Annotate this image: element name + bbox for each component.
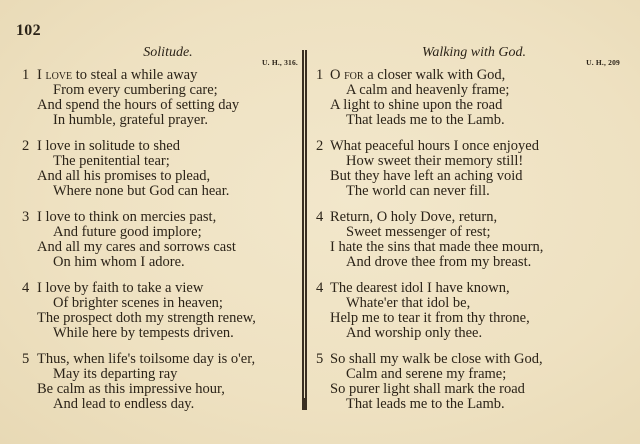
verse-line: I love to think on mercies past, bbox=[37, 208, 217, 225]
verse bbox=[316, 281, 622, 341]
hymn-reference: U. H., 316. bbox=[262, 58, 298, 67]
verse bbox=[22, 281, 294, 341]
verse-line: Calm and serene my frame; bbox=[346, 365, 507, 382]
verse-line: How sweet their memory still! bbox=[346, 152, 524, 169]
verse-line: Of brighter scenes in heaven; bbox=[53, 294, 223, 311]
verse-number: 5 bbox=[22, 350, 30, 367]
verse-number: 1 bbox=[22, 67, 30, 83]
verse-number: 2 bbox=[316, 137, 324, 154]
verse-list bbox=[22, 68, 294, 412]
verse bbox=[22, 139, 294, 199]
hymn-title: Solitude. bbox=[143, 45, 193, 60]
verse-line: What peaceful hours I once enjoyed bbox=[330, 137, 539, 154]
verse-line: I hate the sins that made thee mourn, bbox=[330, 238, 544, 255]
verse-line: May its departing ray bbox=[53, 365, 178, 382]
verse-line: The penitential tear; bbox=[53, 152, 170, 169]
verse-line: A light to shine upon the road bbox=[330, 97, 503, 114]
verse-line: And lead to endless day. bbox=[53, 395, 195, 412]
verse-number: 4 bbox=[22, 279, 30, 296]
verse-number: 3 bbox=[22, 208, 30, 225]
verse-line: Help me to tear it from thy throne, bbox=[330, 309, 530, 326]
verse-line: And drove thee from my breast. bbox=[346, 254, 532, 271]
verse-line: From every cumbering care; bbox=[53, 82, 218, 99]
line-text: to steal a while away bbox=[75, 67, 198, 83]
verse-line: I love in solitude to shed bbox=[37, 137, 180, 154]
small-caps-word: for bbox=[344, 67, 364, 83]
verse bbox=[316, 352, 622, 412]
verse-line: And all his promises to plead, bbox=[37, 168, 211, 185]
verse bbox=[22, 210, 294, 270]
verse-line: The world can never fill. bbox=[346, 183, 490, 200]
verse-line: I love by faith to take a view bbox=[37, 279, 204, 296]
column-divider-foot bbox=[302, 398, 307, 410]
hymn-solitude bbox=[22, 44, 298, 422]
verse bbox=[22, 68, 294, 128]
verse-line: While here by tempests driven. bbox=[53, 324, 234, 341]
hymn-reference: U. H., 209 bbox=[586, 58, 620, 67]
small-caps-word: love bbox=[45, 67, 73, 83]
verse-number: 4 bbox=[316, 279, 324, 296]
verse-line: Whate'er that idol be, bbox=[346, 294, 471, 311]
verse-line: Thus, when life's toilsome day is o'er, bbox=[37, 350, 256, 367]
verse-line bbox=[316, 68, 622, 83]
verse-line: Sweet messenger of rest; bbox=[346, 223, 491, 240]
verse-line: Be calm as this impressive hour, bbox=[37, 380, 225, 397]
verse-number: 5 bbox=[316, 350, 324, 367]
verse bbox=[316, 139, 622, 199]
verse-line: And worship only thee. bbox=[346, 324, 483, 341]
verse-line: The dearest idol I have known, bbox=[330, 279, 510, 296]
verse-line: Where none but God can hear. bbox=[53, 183, 230, 200]
verse-line: And spend the hours of setting day bbox=[37, 97, 240, 114]
hymn-title: Walking with God. bbox=[421, 45, 527, 60]
verse-line: That leads me to the Lamb. bbox=[346, 395, 505, 412]
verse-line: But they have left an aching void bbox=[330, 168, 523, 185]
page-number: 102 bbox=[16, 22, 41, 39]
verse-line: On him whom I adore. bbox=[53, 254, 185, 271]
verse bbox=[316, 210, 622, 270]
line-text: a closer walk with God, bbox=[367, 67, 506, 83]
hymn-walking-with-god bbox=[316, 44, 622, 422]
verse-line: And future good implore; bbox=[53, 223, 202, 240]
verse bbox=[22, 352, 294, 412]
first-word: I bbox=[37, 67, 42, 83]
verse-line: So shall my walk be close with God, bbox=[330, 350, 543, 367]
verse-line: That leads me to the Lamb. bbox=[346, 112, 505, 129]
verse-list bbox=[316, 68, 622, 412]
verse-line: So purer light shall mark the road bbox=[330, 380, 525, 397]
first-word: O bbox=[330, 67, 341, 83]
verse-line: In humble, grateful prayer. bbox=[53, 112, 209, 129]
verse-number: 2 bbox=[22, 137, 30, 154]
verse-number: 1 bbox=[316, 67, 324, 83]
verse-line: And all my cares and sorrows cast bbox=[37, 238, 236, 255]
column-divider bbox=[302, 50, 307, 410]
verse-line: Return, O holy Dove, return, bbox=[330, 208, 498, 225]
verse-line bbox=[22, 68, 294, 83]
verse-line: The prospect doth my strength renew, bbox=[37, 309, 256, 326]
verse-number: 4 bbox=[316, 208, 324, 225]
verse bbox=[316, 68, 622, 128]
verse-line: A calm and heavenly frame; bbox=[346, 82, 510, 99]
